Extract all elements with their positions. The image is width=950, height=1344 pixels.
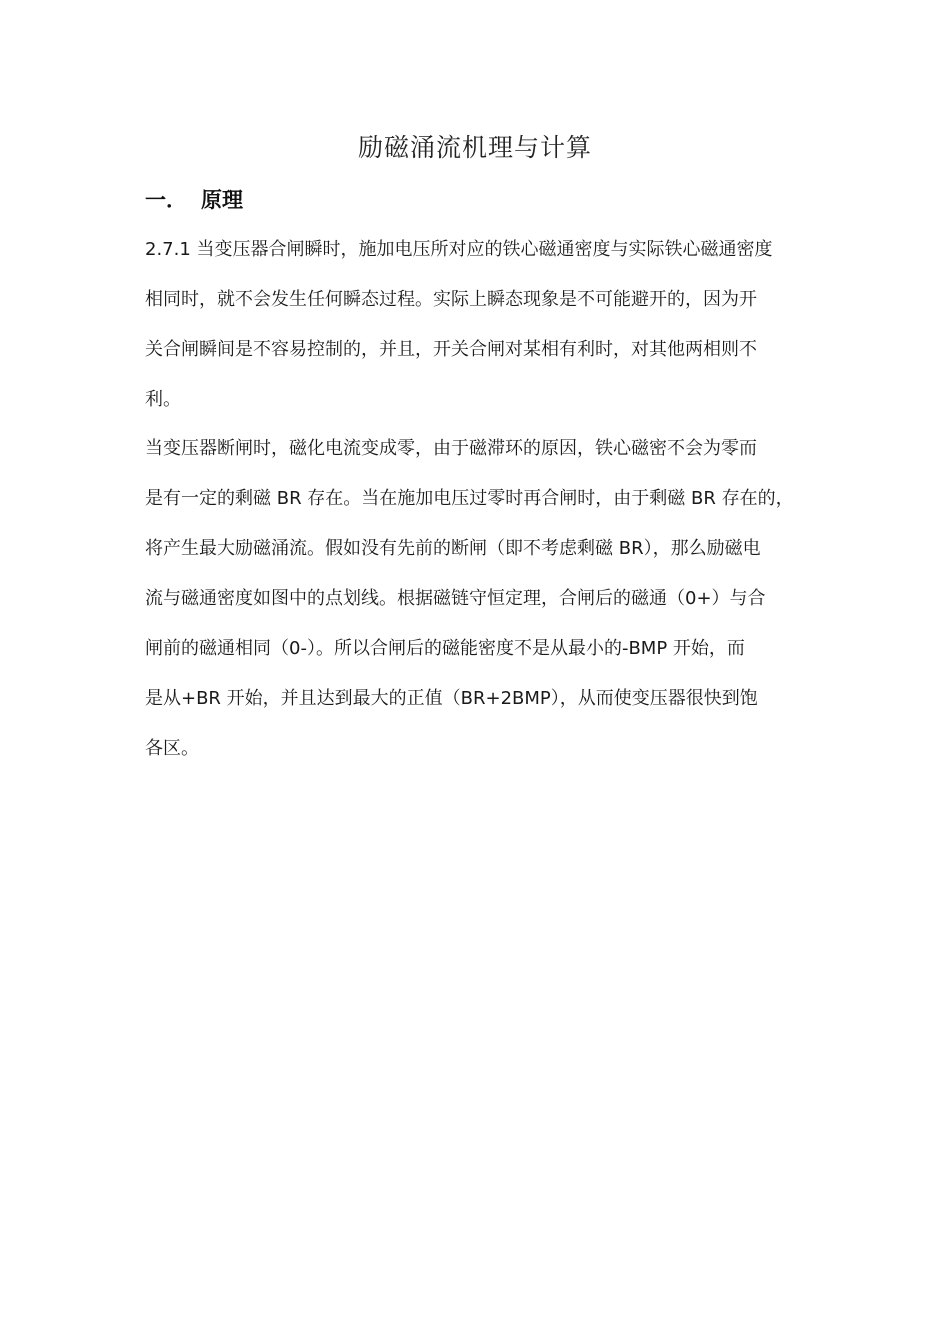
- paragraph-line: 将产生最大励磁涌流。假如没有先前的断闸（即不考虑剩磁 BR），那么励磁电: [145, 538, 761, 559]
- section-heading-text: 原理: [201, 188, 243, 212]
- paragraph-line: 当变压器断闸时，磁化电流变成零，由于磁滞环的原因，铁心磁密不会为零而: [145, 438, 757, 459]
- document-title: 励磁涌流机理与计算: [357, 133, 592, 162]
- paragraph-line: 是从+BR 开始，并且达到最大的正值（BR+2BMP），从而使变压器很快到饱: [145, 688, 758, 709]
- section-number: 一．: [145, 188, 187, 212]
- paragraph-line: 闸前的磁通相同（0-）。所以合闸后的磁能密度不是从最小的-BMP 开始，而: [145, 638, 745, 659]
- paragraph-line: 利。: [145, 389, 181, 410]
- section-heading: [145, 184, 243, 216]
- paragraph-line: 关合闸瞬间是不容易控制的，并且，开关合闸对某相有利时，对其他两相则不: [145, 339, 757, 360]
- paragraph-1: [145, 225, 813, 425]
- paragraph-2: [145, 424, 813, 774]
- paragraph-line: 是有一定的剩磁 BR 存在。当在施加电压过零时再合闸时，由于剩磁 BR 存在的，: [145, 488, 794, 509]
- paragraph-line: 流与磁通密度如图中的点划线。根据磁链守恒定理，合闸后的磁通（0+）与合: [145, 588, 766, 609]
- paragraph-line: 2.7.1 当变压器合闸瞬时，施加电压所对应的铁心磁通密度与实际铁心磁通密度: [145, 239, 773, 260]
- paragraph-line: 相同时，就不会发生任何瞬态过程。实际上瞬态现象是不可能避开的，因为开: [145, 289, 757, 310]
- paragraph-line: 各区。: [145, 738, 199, 759]
